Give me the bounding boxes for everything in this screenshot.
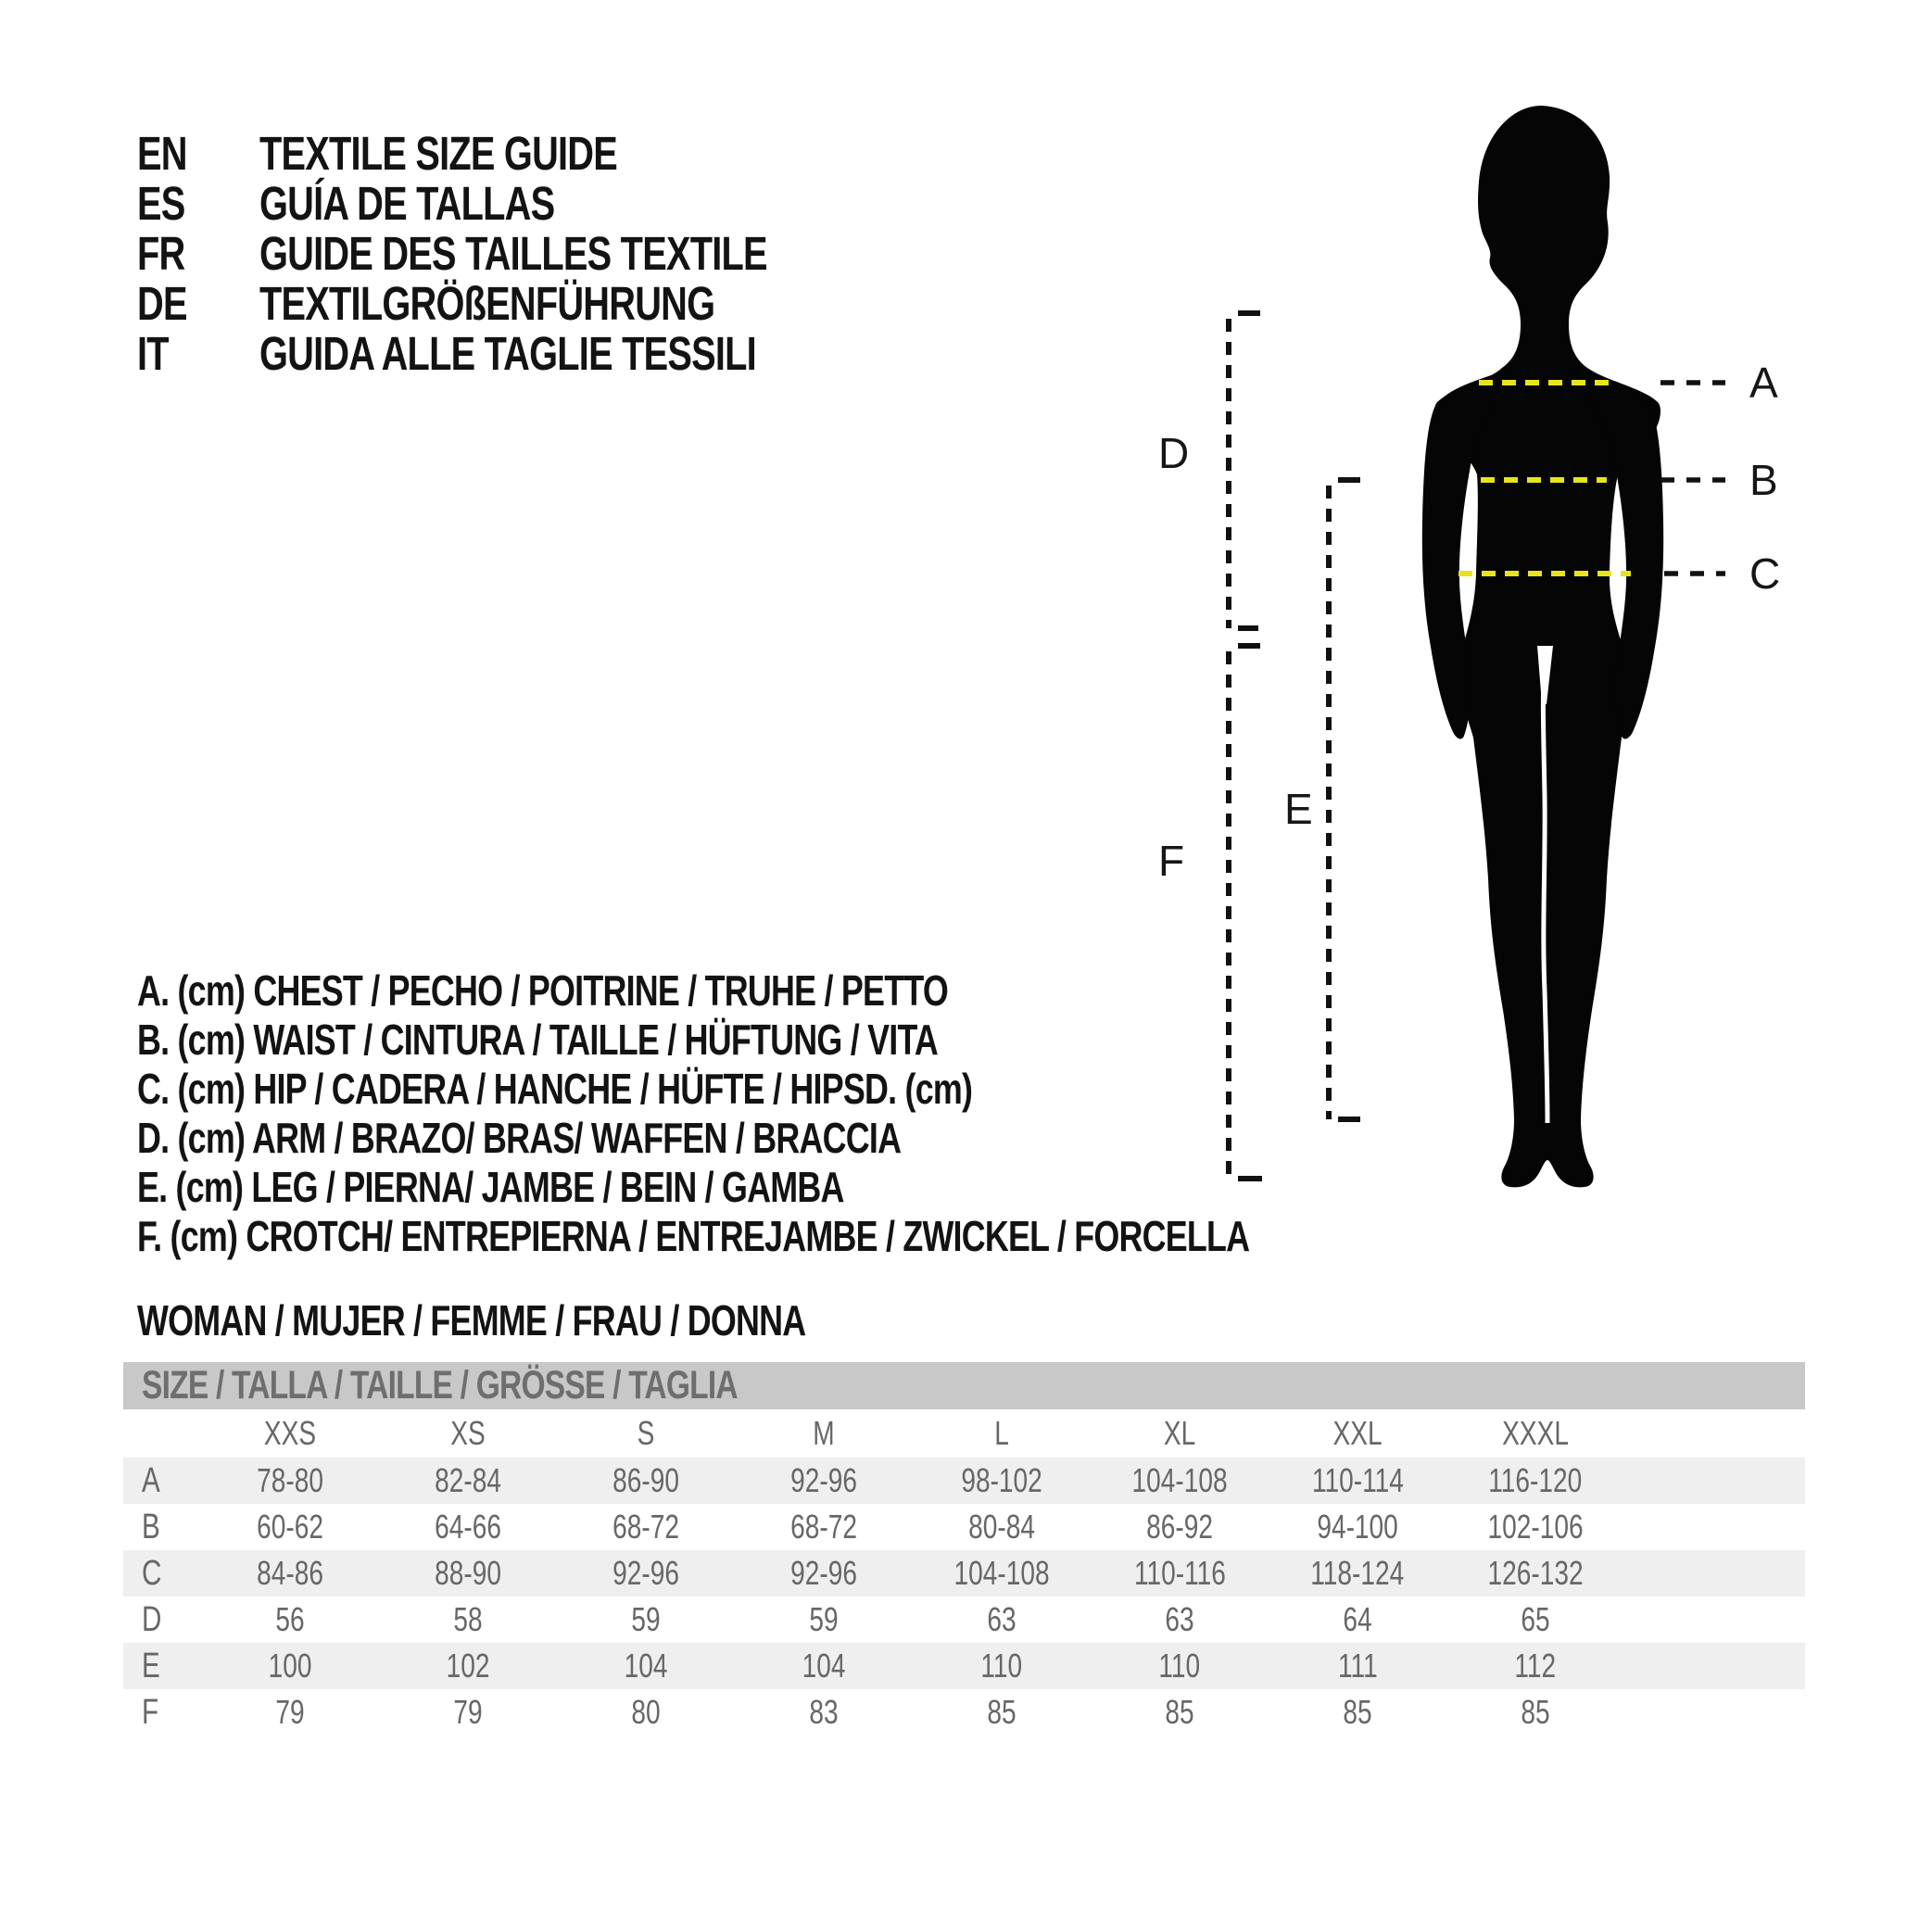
- lang-title-de: TEXTILGRÖßENFÜHRUNG: [259, 276, 715, 330]
- row-label: B: [142, 1507, 160, 1546]
- size-col-xl: XL: [1163, 1414, 1196, 1452]
- label-arm-D: D: [1158, 429, 1190, 477]
- size-table-title: SIZE / TALLA / TAILLE / GRÖSSE / TAGLIA: [142, 1363, 738, 1407]
- legend-leg: E. (cm) LEG / PIERNA/ JAMBE / BEIN / GAMBA: [137, 1162, 844, 1211]
- legend-arm: D. (cm) ARM / BRAZO/ BRAS/ WAFFEN / BRACCIA: [137, 1113, 902, 1162]
- row-label: C: [142, 1553, 162, 1593]
- size-col-xxs: XXS: [263, 1414, 317, 1452]
- silhouette-diagram: [1149, 93, 1816, 1205]
- table-row-C: C 84-86 88-90 92-96 92-96 104-108 110-116 118-124 126-132: [123, 1550, 1805, 1597]
- language-title-block: [137, 128, 910, 378]
- legend-waist: B. (cm) WAIST / CINTURA / TAILLE / HÜFTUNG / VITA: [137, 1015, 939, 1064]
- table-row-B: B 60-62 64-66 68-72 68-72 80-84 86-92 94-100 102-106: [142, 1507, 1584, 1546]
- lang-code-en: EN: [137, 126, 187, 180]
- legend-crotch: F. (cm) CROTCH/ ENTREPIERNA / ENTREJAMBE / ZWICKEL / FORCELLA: [137, 1211, 1250, 1260]
- label-leg-E: E: [1284, 785, 1313, 833]
- gender-heading: WOMAN / MUJER / FEMME / FRAU / DONNA: [137, 1295, 806, 1344]
- body-measurement-figure: [1149, 93, 1816, 1205]
- size-col-xxl: XXL: [1332, 1414, 1383, 1452]
- size-col-s: S: [637, 1414, 655, 1452]
- lang-code-fr: FR: [137, 226, 185, 280]
- table-row-E: E 100 102 104 104 110 110 111 112: [123, 1643, 1805, 1689]
- lang-title-it: GUIDA ALLE TAGLIE TESSILI: [259, 326, 756, 380]
- size-col-m: M: [813, 1414, 835, 1452]
- lang-row-it: [137, 328, 910, 378]
- lang-title-en: TEXTILE SIZE GUIDE: [259, 126, 618, 180]
- label-waist-B: B: [1749, 456, 1778, 504]
- legend-hip: C. (cm) HIP / CADERA / HANCHE / HÜFTE / HIPSD. (cm): [137, 1064, 973, 1113]
- label-chest-A: A: [1749, 359, 1778, 407]
- size-table-header-band: [123, 1362, 1805, 1409]
- lang-code-es: ES: [137, 176, 185, 230]
- legend-chest: A. (cm) CHEST / PECHO / POITRINE / TRUHE / PETTO: [137, 966, 948, 1015]
- table-row-D: D 56 58 59 59 63 63 64 65: [142, 1599, 1550, 1639]
- lang-code-it: IT: [137, 326, 169, 380]
- row-label: A: [142, 1460, 160, 1500]
- lang-title-es: GUÍA DE TALLAS: [259, 176, 555, 230]
- table-row-A: A 78-80 82-84 86-90 92-96 98-102 104-108 110-114 116-120: [123, 1458, 1805, 1504]
- label-crotch-F: F: [1158, 837, 1185, 885]
- size-col-l: L: [994, 1414, 1009, 1452]
- size-col-xs: XS: [450, 1414, 486, 1452]
- row-label: D: [142, 1599, 162, 1639]
- label-hip-C: C: [1749, 549, 1781, 598]
- row-label: E: [142, 1646, 160, 1685]
- size-table: [123, 1362, 1805, 1735]
- lang-title-fr: GUIDE DES TAILLES TEXTILE: [259, 226, 767, 280]
- lang-row-de: [137, 278, 910, 328]
- size-columns-row: [123, 1409, 1805, 1458]
- size-col-xxxl: XXXL: [1502, 1414, 1569, 1452]
- lang-row-es: [137, 178, 910, 228]
- lang-row-en: [137, 128, 910, 178]
- row-label: F: [142, 1692, 159, 1732]
- lang-code-de: DE: [137, 276, 187, 330]
- lang-row-fr: [137, 228, 910, 278]
- table-row-F: F 79 79 80 83 85 85 85 85: [142, 1692, 1550, 1732]
